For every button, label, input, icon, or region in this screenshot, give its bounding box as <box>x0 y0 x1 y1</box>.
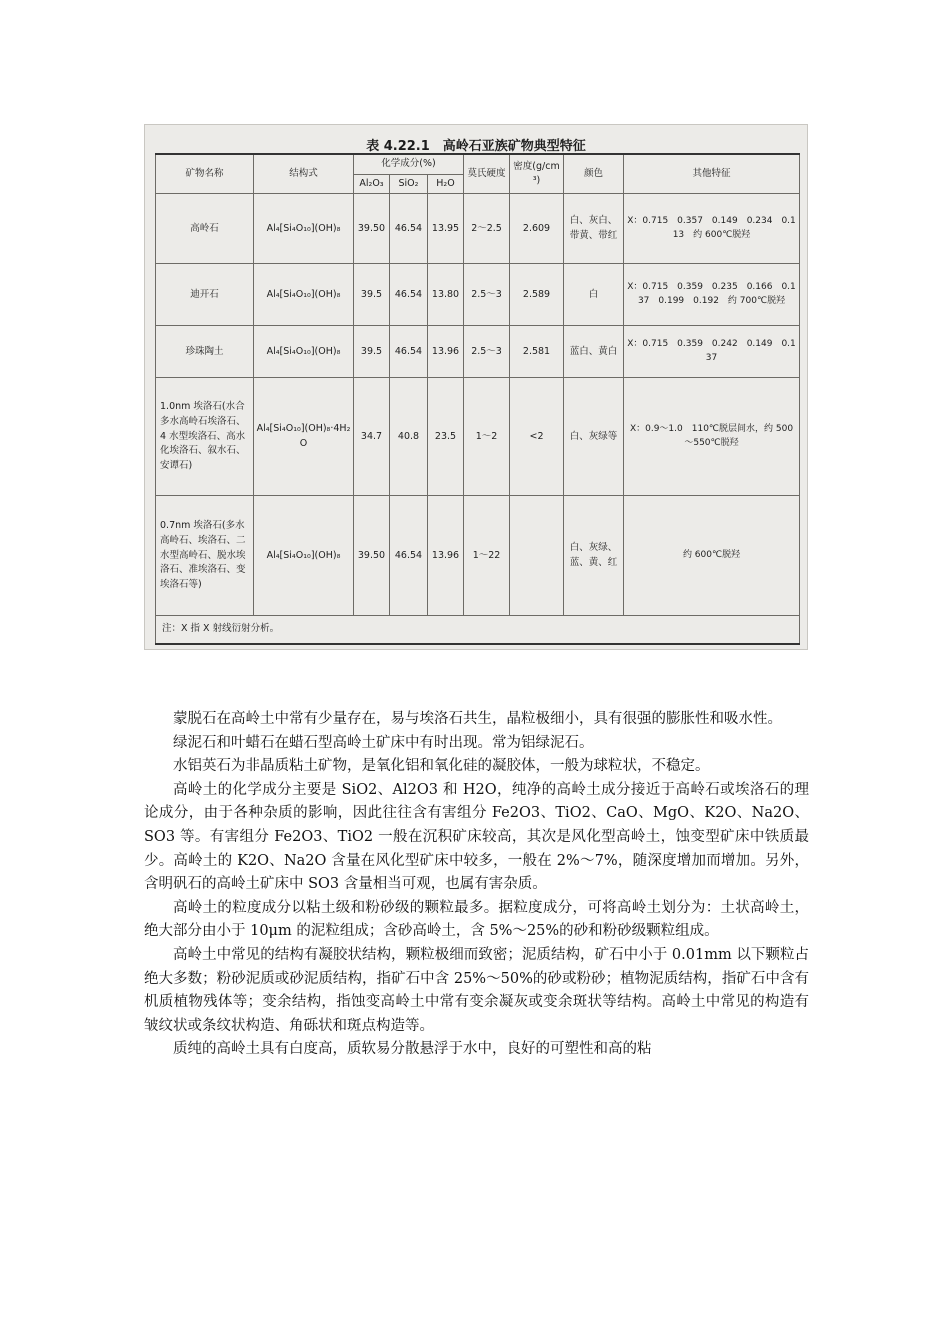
cell-al2o3: 39.5 <box>354 264 390 326</box>
table-row <box>156 264 800 326</box>
header-other: 其他特征 <box>624 154 800 194</box>
cell-h2o: 13.80 <box>428 264 464 326</box>
cell-name: 1.0nm 埃洛石(水合多水高岭石埃洛石、4 水型埃洛石、高水化埃洛石、叙水石、安谭石) <box>156 378 254 496</box>
table-row <box>156 496 800 616</box>
header-chem: 化学成分(%) <box>354 154 464 174</box>
cell-other: X：0.715 0.357 0.149 0.234 0.113 约 600℃脱羟 <box>624 194 800 264</box>
cell-h2o: 23.5 <box>428 378 464 496</box>
body-text <box>144 708 809 1062</box>
cell-hardness: 2.5～3 <box>464 326 510 378</box>
cell-density: <2 <box>510 378 564 496</box>
cell-h2o: 13.96 <box>428 326 464 378</box>
cell-formula: Al₄[Si₄O₁₀](OH)₈ <box>254 496 354 616</box>
paragraph: 高岭土中常见的结构有凝胶状结构，颗粒极细而致密；泥质结构，矿石中小于 0.01mm 以下颗粒占绝大多数；粉砂泥质或砂泥质结构，指矿石中含 25%～50%的砂或粉砂；植物泥质结构，指矿石中含有机质植物残体等；变余结构，指蚀变高岭土中常有变余凝灰或变余斑状等结构。高岭土中常见的构造有皱纹状或条纹状构造、角砾状和斑点构造等。 <box>144 946 809 1034</box>
cell-density: 2.609 <box>510 194 564 264</box>
cell-name: 0.7nm 埃洛石(多水高岭石、埃洛石、二水型高岭石、脱水埃洛石、准埃洛石、变埃洛石等) <box>156 496 254 616</box>
cell-hardness: 1～22 <box>464 496 510 616</box>
cell-color: 白、灰绿等 <box>564 378 624 496</box>
mineral-table <box>155 153 800 645</box>
header-sio2: SiO₂ <box>390 174 428 194</box>
cell-al2o3: 39.5 <box>354 326 390 378</box>
cell-h2o: 13.95 <box>428 194 464 264</box>
cell-hardness: 2～2.5 <box>464 194 510 264</box>
header-h2o: H₂O <box>428 174 464 194</box>
header-al2o3: Al₂O₃ <box>354 174 390 194</box>
table-note: 注：X 指 X 射线衍射分析。 <box>156 616 800 644</box>
cell-color: 蓝白、黄白 <box>564 326 624 378</box>
cell-other: X：0.715 0.359 0.235 0.166 0.137 0.199 0.192 约 700℃脱羟 <box>624 264 800 326</box>
table-row <box>156 326 800 378</box>
cell-other: X：0.715 0.359 0.242 0.149 0.137 <box>624 326 800 378</box>
cell-density: 2.581 <box>510 326 564 378</box>
cell-formula: Al₄[Si₄O₁₀](OH)₈·4H₂O <box>254 378 354 496</box>
cell-name: 珍珠陶土 <box>156 326 254 378</box>
cell-name: 迪开石 <box>156 264 254 326</box>
table-row <box>156 378 800 496</box>
table-note-row <box>156 616 800 644</box>
cell-other: 约 600℃脱羟 <box>624 496 800 616</box>
cell-hardness: 2.5～3 <box>464 264 510 326</box>
cell-al2o3: 34.7 <box>354 378 390 496</box>
cell-formula: Al₄[Si₄O₁₀](OH)₈ <box>254 264 354 326</box>
header-color: 颜色 <box>564 154 624 194</box>
cell-color: 白、灰绿、蓝、黄、红 <box>564 496 624 616</box>
cell-formula: Al₄[Si₄O₁₀](OH)₈ <box>254 194 354 264</box>
cell-formula: Al₄[Si₄O₁₀](OH)₈ <box>254 326 354 378</box>
header-formula: 结构式 <box>254 154 354 194</box>
cell-name: 高岭石 <box>156 194 254 264</box>
header-name: 矿物名称 <box>156 154 254 194</box>
cell-al2o3: 39.50 <box>354 194 390 264</box>
paragraph: 高岭土的粒度成分以粘土级和粉砂级的颗粒最多。据粒度成分，可将高岭土划分为：土状高岭土，绝大部分由小于 10μm 的泥粒组成；含砂高岭土，含 5%～25%的砂和粉砂级颗粒组成。 <box>144 899 809 940</box>
paragraph: 质纯的高岭土具有白度高，质软易分散悬浮于水中，良好的可塑性和高的粘 <box>173 1041 652 1058</box>
cell-al2o3: 39.50 <box>354 496 390 616</box>
cell-sio2: 46.54 <box>390 194 428 264</box>
cell-sio2: 46.54 <box>390 264 428 326</box>
cell-sio2: 46.54 <box>390 326 428 378</box>
table-row <box>156 194 800 264</box>
cell-sio2: 46.54 <box>390 496 428 616</box>
cell-other: X：0.9～1.0 110℃脱层间水，约 500～550℃脱羟 <box>624 378 800 496</box>
cell-color: 白、灰白、带黄、带红 <box>564 194 624 264</box>
table-scan-image <box>144 124 808 650</box>
header-hardness: 莫氏硬度 <box>464 154 510 194</box>
cell-sio2: 40.8 <box>390 378 428 496</box>
table-title: 表 4.22.1 高岭石亚族矿物典型特征 <box>366 139 586 154</box>
paragraph: 高岭土的化学成分主要是 SiO2、Al2O3 和 H2O，纯净的高岭土成分接近于高岭石或埃洛石的理论成分，由于各种杂质的影响，因此往往含有害组分 Fe2O3、TiO2、CaO、MgO、K2O、Na2O、SO3 等。有害组分 Fe2O3、TiO2 一般在沉积矿床较高，其次是风化型高岭土，蚀变型矿床中铁质最少。高岭土的 K2O、Na2O 含量在风化型矿床中较多，一般在 2%～7%，随深度增加而增加。另外，含明矾石的高岭土矿床中 SO3 含量相当可观，也属有害杂质。 <box>144 781 809 893</box>
cell-h2o: 13.96 <box>428 496 464 616</box>
paragraph: 绿泥石和叶蜡石在蜡石型高岭土矿床中有时出现。常为铝绿泥石。 <box>173 734 594 751</box>
cell-color: 白 <box>564 264 624 326</box>
header-density: 密度(g/cm³) <box>510 154 564 194</box>
cell-density: 2.589 <box>510 264 564 326</box>
paragraph: 水铝英石为非晶质粘土矿物，是氧化铝和氧化硅的凝胶体，一般为球粒状，不稳定。 <box>173 758 710 775</box>
paragraph: 蒙脱石在高岭土中常有少量存在，易与埃洛石共生，晶粒极细小，具有很强的膨胀性和吸水性。 <box>173 711 782 727</box>
cell-hardness: 1～2 <box>464 378 510 496</box>
cell-density <box>510 496 564 616</box>
